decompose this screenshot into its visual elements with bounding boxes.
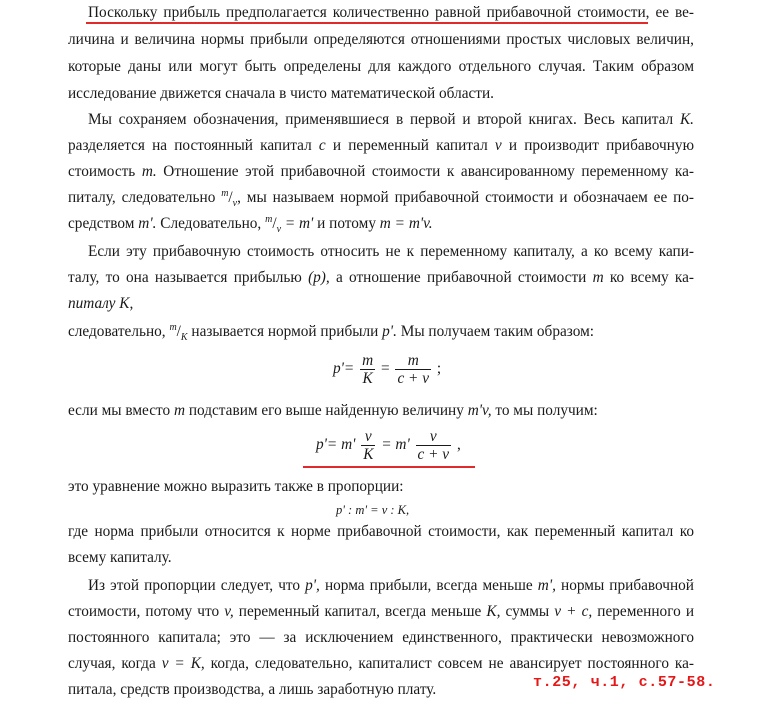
fraction-m-over-c-plus-v: $\frac{m}{c + v}$ <box>397 352 429 387</box>
paragraph-3-line-1: Если эту прибавочную стоимость относить не к переменному капиталу, а ко всему капи- <box>88 243 694 260</box>
paragraph-1-line-2: личина и величина нормы прибыли определяются отношениями простых числовых величин, <box>68 31 694 48</box>
red-underline-first-sentence <box>86 22 648 24</box>
paragraph-5-line-2: стоимости, потому что v, переменный капитал, всегда меньше K, суммы v + c, переменного и <box>68 603 695 620</box>
source-reference: т.25, ч.1, с.57-58. <box>533 674 716 691</box>
paragraph-3-line-4: следовательно, $^m/_K$ называется нормой прибыли p'. Мы получаем таким образом: <box>68 321 595 344</box>
paragraph-3-line-3: питалу K, <box>68 295 134 312</box>
text-proportion-intro: это уравнение можно выразить также в пропорции: <box>68 478 404 495</box>
paragraph-2-line-4: питалу, следовательно $^m/_v$, мы называем нормой прибавочной стоимости и обозначаем ее по- <box>68 187 694 210</box>
red-underline-equation <box>303 466 475 468</box>
paragraph-3-line-2: талу, то она называется прибылью (p), а отношение прибавочной стоимости m ко всему ка- <box>68 269 694 286</box>
paragraph-5-line-4: случая, когда v = K, когда, следовательно, капиталист совсем не авансирует постоянного ка- <box>68 655 694 672</box>
paragraph-2-line-2: разделяется на постоянный капитал c и переменный капитал v и производит прибавочную <box>68 137 694 154</box>
paragraph-5-line-1: Из этой пропорции следует, что p', норма прибыли, всегда меньше m', нормы прибавочной <box>88 577 694 594</box>
paragraph-5-line-5: питала, средств производства, а лишь заработную плату. <box>68 681 437 698</box>
paragraph-2-line-3: стоимость m. Отношение этой прибавочной стоимости к авансированному переменному ка- <box>68 163 694 180</box>
paragraph-5-line-3: постоянного капитала; это — за исключением единственного, практически невозможного <box>68 629 694 646</box>
fraction-v-over-c-plus-v: $\frac{v}{c + v}$ <box>417 428 450 463</box>
paragraph-1-line-3: которые даны или могут быть определены для каждого отдельного случая. Таким образом <box>68 58 694 75</box>
paragraph-4-line-1: где норма прибыли относится к норме прибавочной стоимости, как переменный капитал ко <box>68 523 694 540</box>
text-substitution: если мы вместо m подставим его выше найденную величину m'v, то мы получим: <box>68 402 598 419</box>
equation-proportion: p' : m' = v : K, <box>336 503 410 517</box>
equation-profit-rate: p'= $\frac{m}{K}$ = $\frac{m}{c + v}$ ; <box>333 352 442 387</box>
equation-profit-rate-substituted: p'= m' $\frac{v}{K}$ = m' $\frac{v}{c + v}$ , <box>316 428 461 463</box>
paragraph-2-line-5: средством m'. Следовательно, $^m/_v = m'$ и потому m = m'v. <box>68 213 433 236</box>
paragraph-1-line-4: исследование движется сначала в чисто математической области. <box>68 85 494 102</box>
paragraph-2-line-1: Мы сохраняем обозначения, применявшиеся в первой и второй книгах. Весь капитал K. <box>88 111 694 128</box>
fraction-m-over-K: $\frac{m}{K}$ <box>362 352 374 387</box>
paragraph-1-line-1: Поскольку прибыль предполагается количественно равной прибавочной стоимости, ее ве- <box>88 4 694 21</box>
paragraph-4-line-2: всему капиталу. <box>68 549 172 566</box>
fraction-v-over-K: $\frac{v}{K}$ <box>363 428 374 463</box>
